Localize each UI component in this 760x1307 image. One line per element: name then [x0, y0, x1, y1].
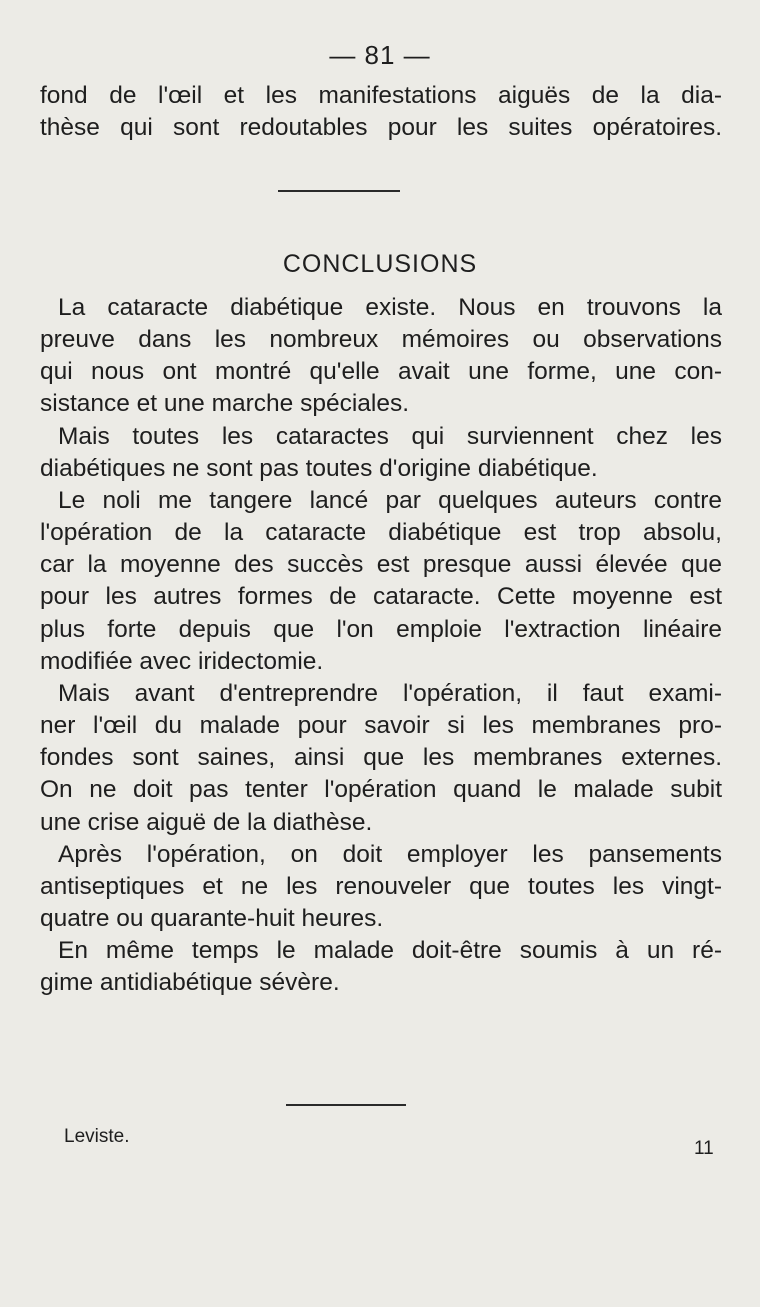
text-line: Le noli me tangere lancé par quelques auteurs contre	[58, 486, 722, 514]
text-line: l'opération de la cataracte diabétique est trop absolu,	[40, 519, 722, 547]
text-line: modifiée avec iridectomie.	[40, 647, 324, 675]
printer-signature: Leviste.	[64, 1126, 130, 1147]
text-line: car la moyenne des succès est presque aussi élevée que	[40, 551, 722, 579]
text-line: antiseptiques et ne les renouveler que toutes les vingt-	[40, 872, 722, 900]
sheet-number: 11	[694, 1138, 714, 1159]
text-line: sistance et une marche spéciales.	[40, 390, 410, 418]
paragraph	[40, 839, 722, 935]
text-line: plus forte depuis que l'on emploie l'extraction linéaire	[40, 615, 722, 643]
page-number: — 81 —	[329, 40, 431, 70]
separator-rule	[278, 190, 400, 192]
text-line: fond de l'œil et les manifestations aiguës de la dia-	[40, 82, 722, 109]
paragraph	[40, 292, 722, 421]
text-line: On ne doit pas tenter l'opération quand le malade subit	[40, 776, 722, 804]
text-line: preuve dans les nombreux mémoires ou observations	[40, 326, 722, 354]
text-line: Mais avant d'entreprendre l'opération, il faut exami-	[58, 679, 722, 707]
text-line: diabétiques ne sont pas toutes d'origine diabétique.	[40, 454, 598, 482]
intro-paragraph	[40, 80, 722, 145]
text-line: ner l'œil du malade pour savoir si les membranes pro-	[40, 712, 722, 740]
text-line: Mais toutes les cataractes qui surviennent chez les	[58, 422, 722, 450]
separator-rule	[286, 1104, 406, 1106]
paragraph	[40, 421, 722, 485]
text-line: La cataracte diabétique existe. Nous en trouvons la	[58, 294, 722, 321]
text-line: thèse qui sont redoutables pour les suites opératoires.	[40, 114, 722, 142]
text-line: En même temps le malade doit-être soumis à un ré-	[58, 937, 722, 965]
paragraph	[40, 935, 722, 999]
text-line: gime antidiabétique sévère.	[40, 969, 340, 997]
text-line: fondes sont saines, ainsi que les membranes externes.	[40, 744, 722, 772]
text-line: Après l'opération, on doit employer les pansements	[58, 840, 722, 868]
text-line: une crise aiguë de la diathèse.	[40, 808, 373, 836]
paragraph	[40, 678, 722, 839]
text-line: quatre ou quarante-huit heures.	[40, 904, 384, 932]
text-line: qui nous ont montré qu'elle avait une forme, une con-	[40, 358, 722, 386]
conclusions-body	[40, 292, 722, 999]
paragraph	[40, 485, 722, 678]
text-line: pour les autres formes de cataracte. Cette moyenne est	[40, 583, 722, 611]
section-heading: CONCLUSIONS	[282, 250, 478, 278]
